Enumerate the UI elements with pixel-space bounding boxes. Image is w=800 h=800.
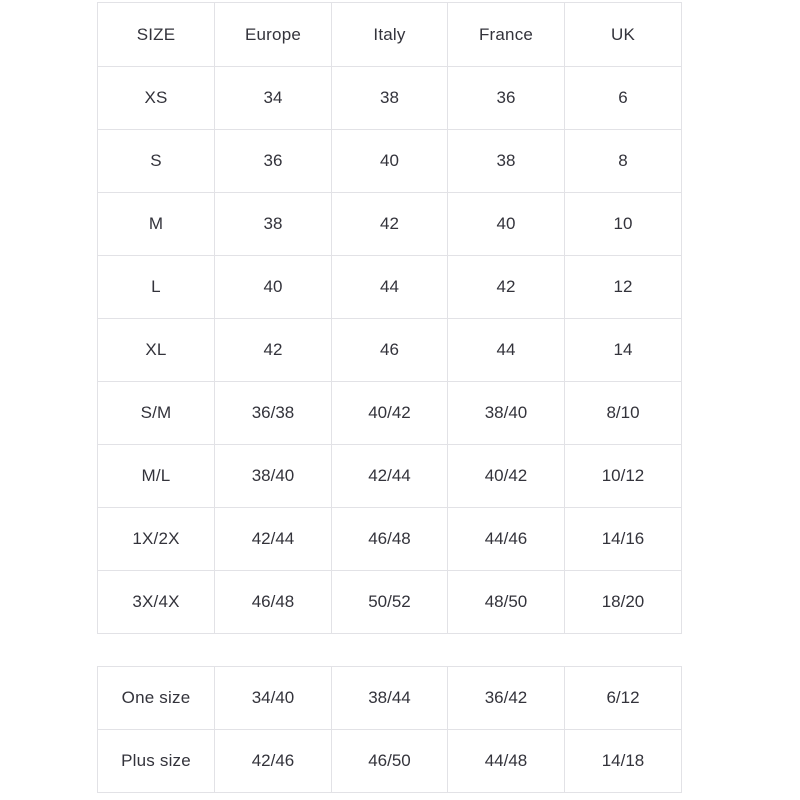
cell-europe: 40: [215, 256, 332, 319]
cell-uk: 10/12: [565, 445, 682, 508]
cell-uk: 10: [565, 193, 682, 256]
cell-france: 44/48: [448, 730, 565, 793]
cell-france: 48/50: [448, 571, 565, 634]
cell-italy: 46: [332, 319, 448, 382]
column-header-france: France: [448, 3, 565, 67]
row-label: 3X/4X: [98, 571, 215, 634]
cell-uk: 14/18: [565, 730, 682, 793]
cell-france: 40: [448, 193, 565, 256]
cell-france: 44/46: [448, 508, 565, 571]
cell-uk: 14: [565, 319, 682, 382]
size-chart-extra-wrapper: [97, 666, 682, 793]
column-header-size: SIZE: [98, 3, 215, 67]
row-label: One size: [98, 667, 215, 730]
size-chart-main-table: [97, 2, 682, 634]
cell-europe: 34: [215, 67, 332, 130]
table-header-row: [98, 3, 682, 67]
column-header-uk: UK: [565, 3, 682, 67]
table-row: [98, 571, 682, 634]
cell-europe: 36/38: [215, 382, 332, 445]
row-label: XS: [98, 67, 215, 130]
cell-italy: 38/44: [332, 667, 448, 730]
table-row: [98, 667, 682, 730]
column-header-europe: Europe: [215, 3, 332, 67]
row-label: XL: [98, 319, 215, 382]
table-row: [98, 130, 682, 193]
cell-uk: 6/12: [565, 667, 682, 730]
row-label: S: [98, 130, 215, 193]
table-row: [98, 382, 682, 445]
table-row: [98, 730, 682, 793]
cell-italy: 46/50: [332, 730, 448, 793]
table-row: [98, 319, 682, 382]
cell-uk: 12: [565, 256, 682, 319]
table-head: [98, 3, 682, 67]
cell-europe: 36: [215, 130, 332, 193]
cell-italy: 42/44: [332, 445, 448, 508]
row-label: M: [98, 193, 215, 256]
table-row: [98, 256, 682, 319]
cell-france: 36/42: [448, 667, 565, 730]
cell-france: 44: [448, 319, 565, 382]
cell-europe: 38/40: [215, 445, 332, 508]
table-row: [98, 193, 682, 256]
size-chart-extra-table: [97, 666, 682, 793]
table-body: [98, 667, 682, 793]
cell-europe: 42/46: [215, 730, 332, 793]
cell-france: 38: [448, 130, 565, 193]
row-label: Plus size: [98, 730, 215, 793]
row-label: L: [98, 256, 215, 319]
cell-italy: 38: [332, 67, 448, 130]
cell-italy: 46/48: [332, 508, 448, 571]
cell-france: 38/40: [448, 382, 565, 445]
cell-france: 40/42: [448, 445, 565, 508]
cell-italy: 44: [332, 256, 448, 319]
row-label: 1X/2X: [98, 508, 215, 571]
column-header-italy: Italy: [332, 3, 448, 67]
table-row: [98, 445, 682, 508]
cell-uk: 8/10: [565, 382, 682, 445]
table-body: [98, 67, 682, 634]
table-row: [98, 508, 682, 571]
cell-france: 42: [448, 256, 565, 319]
row-label: S/M: [98, 382, 215, 445]
cell-italy: 40/42: [332, 382, 448, 445]
cell-italy: 50/52: [332, 571, 448, 634]
table-row: [98, 67, 682, 130]
cell-uk: 6: [565, 67, 682, 130]
cell-italy: 40: [332, 130, 448, 193]
cell-europe: 42: [215, 319, 332, 382]
cell-france: 36: [448, 67, 565, 130]
cell-europe: 34/40: [215, 667, 332, 730]
cell-italy: 42: [332, 193, 448, 256]
cell-uk: 18/20: [565, 571, 682, 634]
row-label: M/L: [98, 445, 215, 508]
cell-europe: 46/48: [215, 571, 332, 634]
cell-uk: 14/16: [565, 508, 682, 571]
cell-europe: 42/44: [215, 508, 332, 571]
size-chart-main-wrapper: [97, 2, 682, 634]
cell-europe: 38: [215, 193, 332, 256]
cell-uk: 8: [565, 130, 682, 193]
